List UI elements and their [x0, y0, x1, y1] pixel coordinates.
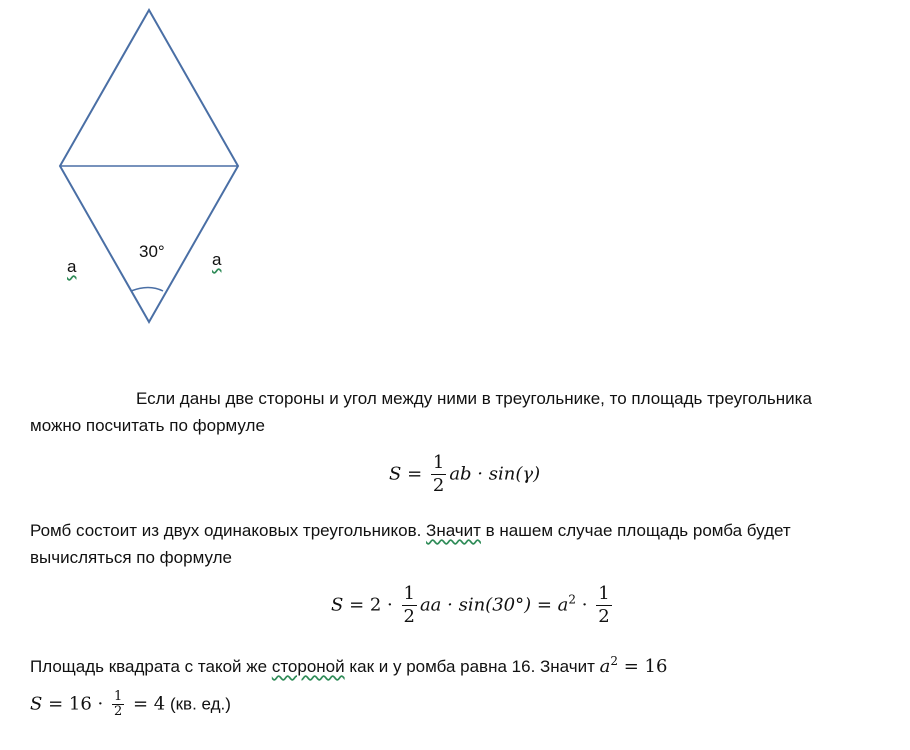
- angle-label: 30°: [139, 242, 165, 261]
- paragraph-1-line-1: Если даны две стороны и угол между ними в треугольнике, то площадь треугольника: [136, 389, 812, 408]
- paragraph-3: Площадь квадрата с такой же стороной как и у ромба равна 16. Значит $a^2 = 16$: [30, 654, 668, 677]
- side-label-right: a: [212, 250, 222, 269]
- paragraph-2-line-2: вычисляться по формуле: [30, 548, 232, 567]
- rhombus-area-formula: S = 2 · $\frac{1}{2}$ aa · $\sin(30^\circ) = a^2$ · $\frac{1}{2}$: [331, 583, 610, 627]
- side-label-left: a: [67, 257, 77, 276]
- paragraph-2-line-1: Ромб состоит из двух одинаковых треугольников. Значит в нашем случае площадь ромба будет: [30, 521, 791, 540]
- result-formula: S = 16 · $\frac{1}{2}$ = 4 (кв. ед.): [30, 689, 231, 719]
- angle-arc: [131, 288, 163, 292]
- paragraph-1-line-2: можно посчитать по формуле: [30, 416, 265, 435]
- square-side-formula: $a^2 = 16$: [599, 654, 668, 677]
- triangle-area-formula: S = $\frac{1}{2}$ ab · sin(γ): [389, 452, 541, 496]
- rhombus-figure: [0, 0, 300, 340]
